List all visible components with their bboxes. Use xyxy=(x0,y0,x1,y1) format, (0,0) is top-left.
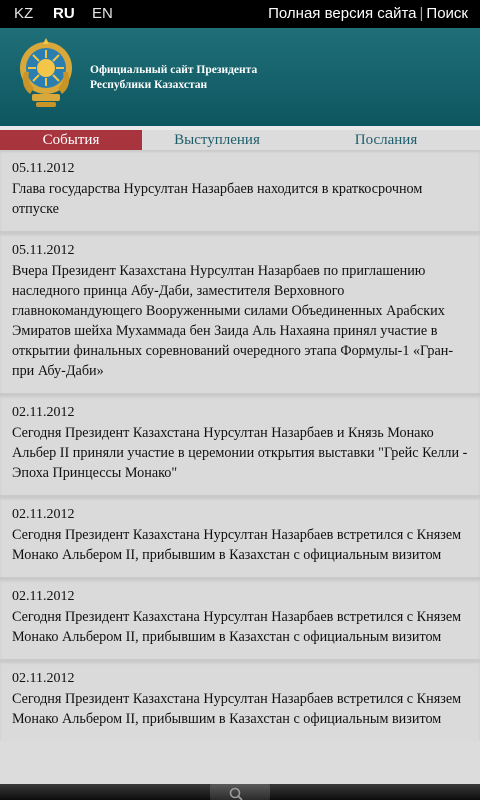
site-header xyxy=(0,28,480,126)
search-link[interactable]: Поиск xyxy=(426,5,468,22)
site-title xyxy=(90,63,350,93)
news-item[interactable] xyxy=(0,393,480,495)
news-text[interactable]: Вчера Президент Казахстана Нурсултан Назарбаев по приглашению наследного принца Абу-Даби, заместителя Верховного главнокомандующего Вооруженными силами Объединенных Арабских Эмиратов шейха Мухаммада бен Заида Аль Нахаяна принял участие в открытии финальных соревнований очередного этапа Формулы-1 «Гран-при Абу-Даби» xyxy=(12,263,454,379)
lang-en-link[interactable]: EN xyxy=(92,5,113,22)
news-text[interactable]: Сегодня Президент Казахстана Нурсултан Назарбаев встретился с Князем Монако Альбером II, прибывшим в Казахстан с официальным визитом xyxy=(12,609,462,645)
tab-bar xyxy=(0,126,480,150)
site-title-line1: Официальный сайт Президента xyxy=(90,64,258,76)
news-text[interactable]: Сегодня Президент Казахстана Нурсултан Назарбаев встретился с Князем Монако Альбером II, прибывшим в Казахстан с официальным визитом xyxy=(12,691,462,727)
news-item[interactable] xyxy=(0,231,480,393)
news-text[interactable]: Сегодня Президент Казахстана Нурсултан Назарбаев встретился с Князем Монако Альбером II, прибывшим в Казахстан с официальным визитом xyxy=(12,527,462,563)
search-icon[interactable] xyxy=(228,786,244,800)
state-emblem-icon[interactable] xyxy=(18,36,74,112)
top-links xyxy=(268,5,468,22)
news-date: 02.11.2012 xyxy=(12,671,75,686)
lang-ru-link[interactable]: RU xyxy=(53,5,75,22)
news-item[interactable] xyxy=(0,577,480,659)
news-text[interactable]: Сегодня Президент Казахстана Нурсултан Назарбаев и Князь Монако Альбер II приняли участие в церемонии открытия выставки "Грейс Келли - Эпоха Принцессы Монако" xyxy=(12,425,468,481)
top-separator: | xyxy=(419,5,424,22)
news-list xyxy=(0,150,480,741)
site-title-line2: Республики Казахстан xyxy=(90,79,208,91)
full-version-link[interactable]: Полная версия сайта xyxy=(268,5,417,22)
news-date: 02.11.2012 xyxy=(12,589,75,604)
news-item[interactable] xyxy=(0,150,480,231)
news-text[interactable]: Глава государства Нурсултан Назарбаев находится в краткосрочном отпуске xyxy=(12,181,423,217)
tab-events[interactable]: События xyxy=(0,130,142,150)
news-date: 05.11.2012 xyxy=(12,161,75,176)
news-date: 05.11.2012 xyxy=(12,243,75,258)
tab-speeches[interactable]: Выступления xyxy=(174,132,260,148)
top-bar xyxy=(0,0,480,28)
news-item[interactable] xyxy=(0,495,480,577)
lang-kz-link[interactable]: KZ xyxy=(14,5,34,22)
tab-addresses[interactable]: Послания xyxy=(354,132,418,148)
news-date: 02.11.2012 xyxy=(12,405,75,420)
news-item[interactable] xyxy=(0,659,480,741)
news-date: 02.11.2012 xyxy=(12,507,75,522)
